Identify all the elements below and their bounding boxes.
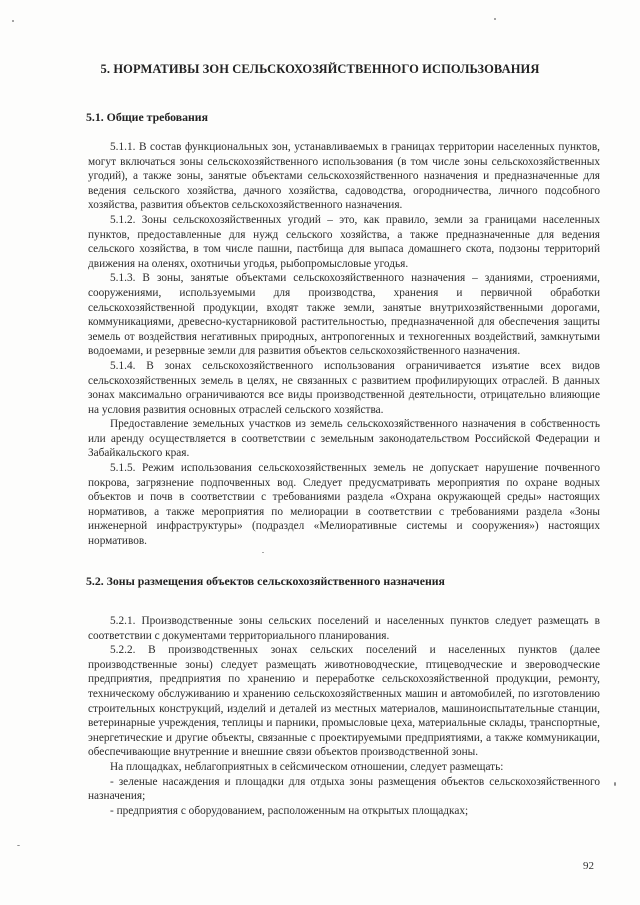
paragraph-5-1-2: 5.1.2. Зоны сельскохозяйственных угодий – это, как правило, земли за границами населенных пунктов, предоставленные для нужд сельского хозяйства, а также предназначенные для ведения сельского хозяйства, в том числе пашни, пастбища для выпаса домашнего скота, подзоны территорий движения на оленях, охотничьи угодья, рыбопромысловые угодья. [88,213,600,270]
paragraph-seismic: На площадках, неблагоприятных в сейсмическом отношении, следует размещать: [110,760,504,773]
paragraph-land-provision: Предоставление земельных участков из земель сельскохозяйственного назначения в собственность или аренду осуществляется в соответствии с земельным законодательством Российской Федерации и Забайкальского края. [88,418,600,460]
section-title-general-requirements: 5.1. Общие требования [86,110,208,124]
chapter-title: 5. НОРМАТИВЫ ЗОН СЕЛЬСКОХОЗЯЙСТВЕННОГО ИСПОЛЬЗОВАНИЯ [100,62,540,76]
list-item: - зеленые насаждения и площадки для отдыха зоны размещения объектов сельскохозяйственного назначения; [88,775,600,803]
page-number: 92 [583,860,594,872]
paragraph-5-1-3: 5.1.3. В зоны, занятые объектами сельскохозяйственного назначения – зданиями, строениями, сооружениями, используемыми для производства, хранения и первичной обработки сельскохозяйственной продукции, входят также земли, занятые внутрихозяйственными дорогами, коммуникациями, древесно-кустарниковой растительностью, предназначенной для обеспечения защиты земель от воздействия негативных природных, антропогенных и техногенных воздействий, замкнутыми водоемами, и резервные земли для развития объектов сельскохозяйственного назначения. [88,272,600,358]
section-1-body [88,140,600,549]
paragraph-5-2-2: 5.2.2. В производственных зонах сельских поселений и населенных пунктов (далее производственные зоны) следует размещать животноводческие, птицеводческие и звероводческие предприятия, предприятия по хранению и переработке сельскохозяйственной продукции, ремонту, техническому обслуживанию и хранению сельскохозяйственных машин и автомобилей, по изготовлению строительных конструкций, изделий и деталей из местных материалов, машиноиспытательные станции, ветеринарные учреждения, теплицы и парники, промысловые цеха, материальные склады, транспортные, энергетические и другие объекты, связанные с проектируемыми предприятиями, а также коммуникации, обеспечивающие внутренние и внешние связи объектов производственной зоны. [88,644,600,759]
paragraph-5-2-1: 5.2.1. Производственные зоны сельских поселений и населенных пунктов следует размещать в соответствии с документами территориального планирования. [88,615,600,642]
paragraph-5-1-1: 5.1.1. В состав функциональных зон, устанавливаемых в границах территории населенных пунктов, могут включаться зоны сельскохозяйственного использования (в том числе зоны сельскохозяйственных угодий), а также зоны, занятые объектами сельскохозяйственного назначения и предназначенные для ведения сельского хозяйства, дачного хозяйства, садоводства, огородничества, личного подсобного хозяйства, развития объектов сельскохозяйственного назначения. [88,141,600,212]
scan-speck [494,18,496,20]
paragraph-5-1-4: 5.1.4. В зонах сельскохозяйственного использования ограничивается изъятие всех видов сельскохозяйственных земель в целях, не связанных с развитием профилирующих отраслей. В данных зонах максимально ограничиваются все виды производственной деятельности, отрицательно влияющие на условия развития основных отраслей сельского хозяйства. [88,359,600,416]
scan-speck [17,845,20,846]
paragraph-5-1-5: 5.1.5. Режим использования сельскохозяйственных земель не допускает нарушение почвенного покрова, загрязнение подпочвенных вод. Следует предусматривать мероприятия по охране водных объектов и почв в соответствии с требованиями раздела «Охрана окружающей среды» настоящих нормативов, а также мероприятия по мелиорации в соответствии с требованиями раздела «Зоны инженерной инфраструктуры» (подраздел «Мелиоративные системы и сооружения») настоящих нормативов. [88,462,600,548]
scan-speck [262,552,264,553]
section-2-body [88,614,600,818]
section-title-agricultural-zones: 5.2. Зоны размещения объектов сельскохозяйственного назначения [86,574,445,588]
scan-speck [12,20,14,22]
scan-speck [614,782,616,786]
list-item: - предприятия с оборудованием, расположенным на открытых площадках; [110,804,469,817]
